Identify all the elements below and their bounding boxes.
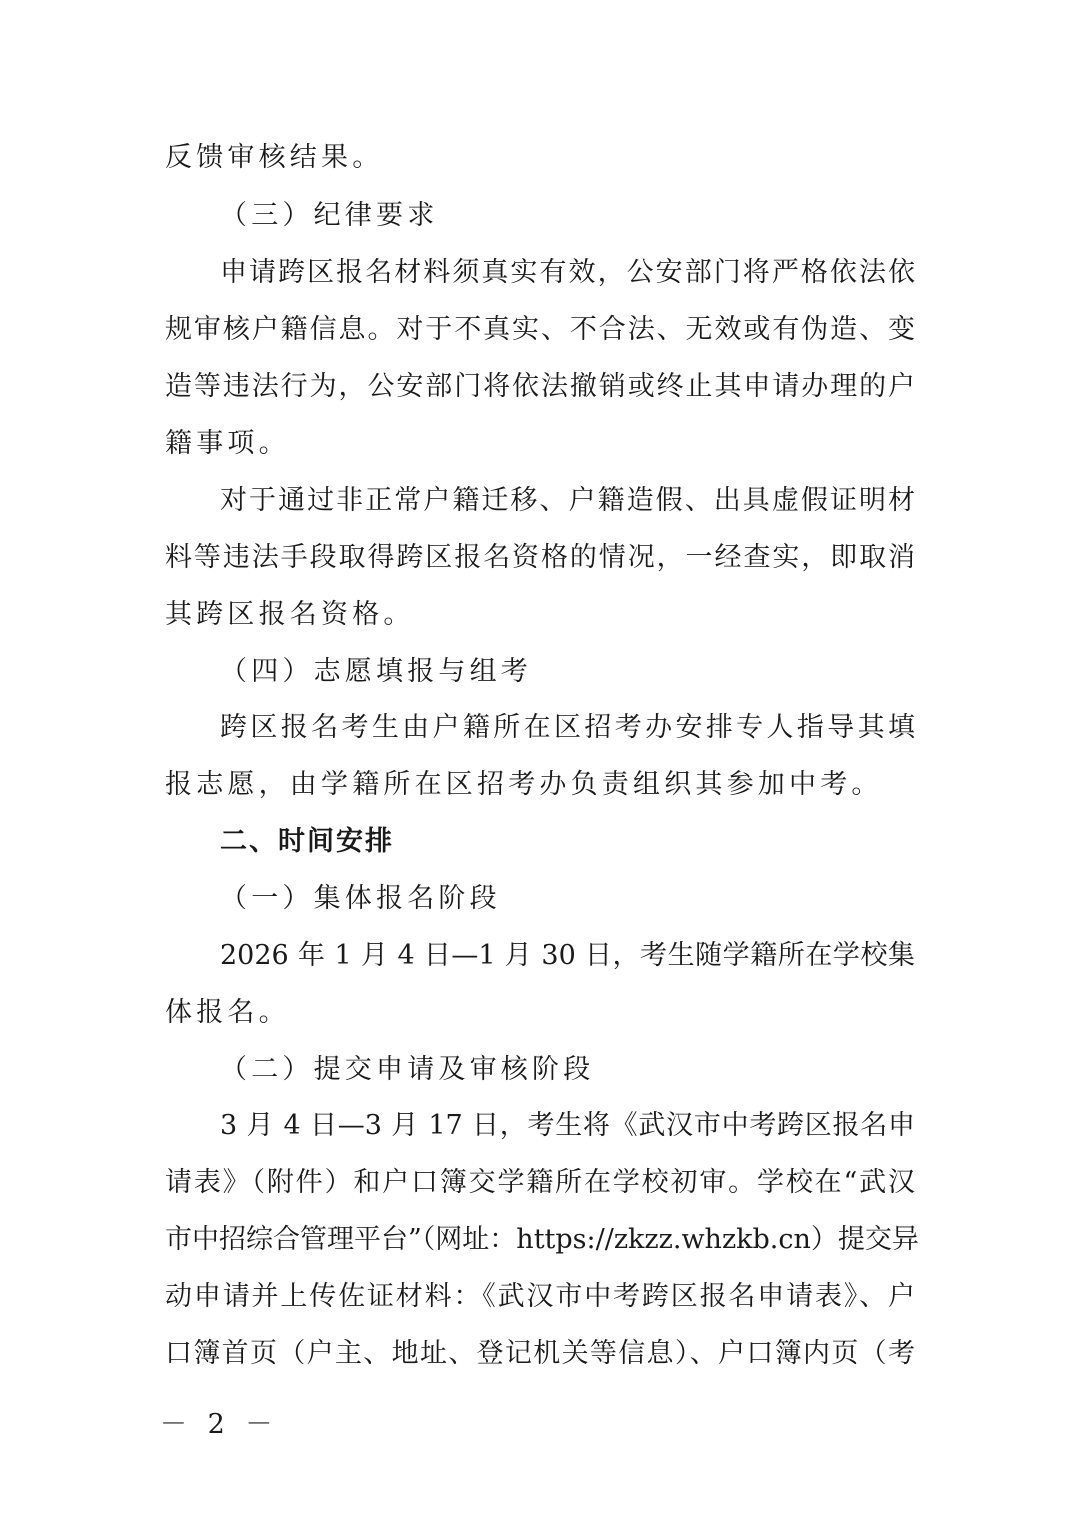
paragraph-line: 2026 年 1 月 4 日—1 月 30 日，考生随学籍所在学校集 [220, 940, 915, 971]
subheading-discipline: （三）纪律要求 [220, 200, 439, 231]
paragraph-line: 动申请并上传佐证材料：《武汉市中考跨区报名申请表》、户 [165, 1281, 915, 1312]
page-number: － 2 － [160, 1409, 279, 1440]
paragraph-line: 料等违法手段取得跨区报名资格的情况，一经查实，即取消 [165, 542, 915, 573]
paragraph-line: 反馈审核结果。 [165, 142, 384, 173]
paragraph-line: 籍事项。 [165, 428, 290, 459]
paragraph-line: 3 月 4 日—3 月 17 日，考生将《武汉市中考跨区报名申 [220, 1110, 915, 1141]
paragraph-line: 造等违法行为，公安部门将依法撤销或终止其申请办理的户 [165, 371, 915, 402]
paragraph-line: 市中招综合管理平台”（网址：https://zkzz.whzkb.cn）提交异 [165, 1224, 919, 1255]
paragraph-line: 跨区报名考生由户籍所在区招考办安排专人指导其填 [220, 712, 915, 743]
subheading-application-review: （二）提交申请及审核阶段 [220, 1054, 595, 1085]
paragraph-line: 口簿首页（户主、地址、登记机关等信息）、户口簿内页（考 [165, 1338, 915, 1369]
paragraph-line: 体报名。 [165, 997, 290, 1028]
paragraph-line: 请表》（附件）和户口簿交学籍所在学校初审。学校在“武汉 [165, 1167, 915, 1198]
subheading-collective-registration: （一）集体报名阶段 [220, 883, 501, 914]
paragraph-line: 规审核户籍信息。对于不真实、不合法、无效或有伪造、变 [165, 314, 915, 345]
paragraph-line: 对于通过非正常户籍迁移、户籍造假、出具虚假证明材 [220, 485, 915, 516]
section-heading-schedule: 二、时间安排 [220, 826, 394, 857]
paragraph-line: 其跨区报名资格。 [165, 599, 415, 630]
paragraph-line: 申请跨区报名材料须真实有效，公安部门将严格依法依 [220, 257, 915, 288]
subheading-volunteer: （四）志愿填报与组考 [220, 656, 532, 687]
paragraph-line: 报志愿，由学籍所在区招考办负责组织其参加中考。 [165, 769, 883, 800]
